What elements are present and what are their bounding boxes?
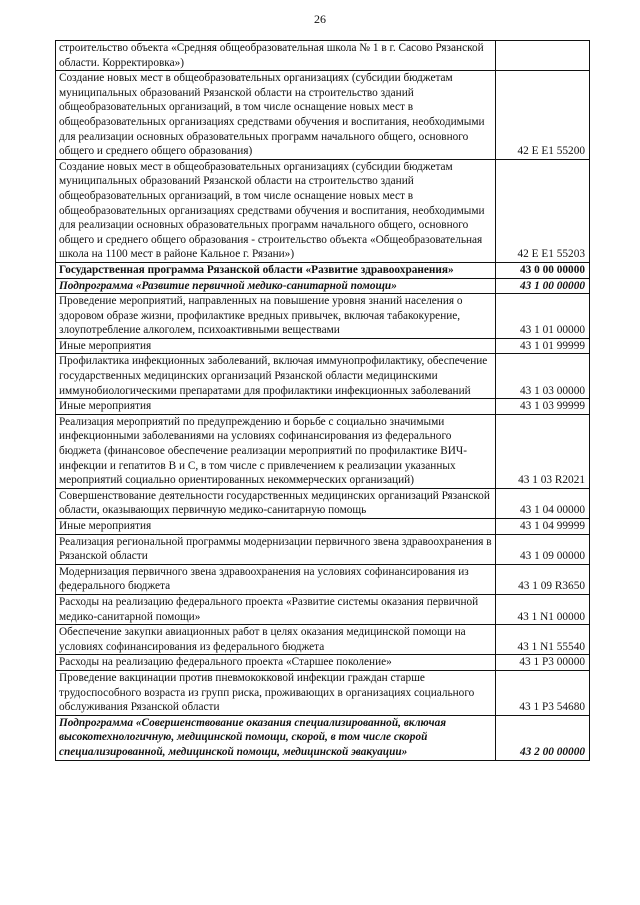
row-code-cell: 43 0 00 00000 <box>496 262 590 278</box>
row-name-cell: Государственная программа Рязанской области «Развитие здравоохранения» <box>56 262 496 278</box>
row-code-cell: 43 1 P3 54680 <box>496 670 590 715</box>
row-name-cell: Проведение мероприятий, направленных на повышение уровня знаний населения о здоровом образе жизни, профилактике вредных привычек, включая табакокурение, злоупотребление алкоголем, психоактивными веществами <box>56 294 496 339</box>
budget-classification-table <box>55 40 590 761</box>
row-code-cell: 43 1 P3 00000 <box>496 655 590 671</box>
table-row <box>56 399 590 415</box>
table-row <box>56 294 590 339</box>
row-name-cell: Совершенствование деятельности государственных медицинских организаций Рязанской области, оказывающих первичную медико-санитарную помощь <box>56 488 496 518</box>
row-name-cell: Создание новых мест в общеобразовательных организациях (субсидии бюджетам муниципальных образований Рязанской области на строительство зданий общеобразовательных организаций, в том числе оснащение новых мест в общеобразовательных организациях средствами обучения и воспитания, необходимыми для реализации основных образовательных программ начального общего, основного общего и среднего общего образования - строительство объекта «Общеобразовательная школа на 1100 мест в районе Кальное г. Рязани») <box>56 159 496 262</box>
table-row <box>56 414 590 488</box>
row-code-cell: 43 1 03 99999 <box>496 399 590 415</box>
table-row <box>56 534 590 564</box>
table-row <box>56 670 590 715</box>
row-code-cell: 43 1 04 99999 <box>496 519 590 535</box>
row-name-cell: Профилактика инфекционных заболеваний, включая иммунопрофилактику, обеспечение государственных медицинских организаций Рязанской области медицинскими иммунобиологическими препаратами для профилактики инфекционных заболеваний <box>56 354 496 399</box>
program-row <box>56 262 590 278</box>
row-name-cell: Иные мероприятия <box>56 399 496 415</box>
row-code-cell: 43 1 04 00000 <box>496 488 590 518</box>
row-name-cell: Реализация региональной программы модернизации первичного звена здравоохранения в Рязанской области <box>56 534 496 564</box>
row-name-cell: Обеспечение закупки авиационных работ в целях оказания медицинской помощи на условиях софинансирования из федерального бюджета <box>56 625 496 655</box>
row-code-cell: 43 2 00 00000 <box>496 715 590 760</box>
table-row <box>56 71 590 160</box>
subprogram-row <box>56 278 590 294</box>
row-name-cell: Проведение вакцинации против пневмококковой инфекции граждан старше трудоспособного возраста из групп риска, проживающих в организациях социального обслуживания Рязанской области <box>56 670 496 715</box>
row-name-cell: строительство объекта «Средняя общеобразовательная школа № 1 в г. Сасово Рязанской области. Корректировка») <box>56 41 496 71</box>
table-row <box>56 564 590 594</box>
table-body <box>56 41 590 761</box>
row-code-cell: 43 1 03 R2021 <box>496 414 590 488</box>
row-name-cell: Иные мероприятия <box>56 338 496 354</box>
table-row <box>56 338 590 354</box>
row-name-cell: Модернизация первичного звена здравоохранения на условиях софинансирования из федерального бюджета <box>56 564 496 594</box>
row-code-cell: 43 1 N1 00000 <box>496 594 590 624</box>
row-code-cell: 42 E E1 55200 <box>496 71 590 160</box>
row-name-cell: Подпрограмма «Развитие первичной медико-санитарной помощи» <box>56 278 496 294</box>
row-name-cell: Расходы на реализацию федерального проекта «Развитие системы оказания первичной медико-санитарной помощи» <box>56 594 496 624</box>
table-row <box>56 625 590 655</box>
row-code-cell <box>496 41 590 71</box>
page-number: 26 <box>314 12 326 26</box>
table-row <box>56 594 590 624</box>
table-row <box>56 655 590 671</box>
row-code-cell: 43 1 01 00000 <box>496 294 590 339</box>
table-row <box>56 41 590 71</box>
row-code-cell: 42 E E1 55203 <box>496 159 590 262</box>
table-row <box>56 159 590 262</box>
row-name-cell: Подпрограмма «Совершенствование оказания специализированной, включая высокотехнологичную, медицинской помощи, скорой, в том числе скорой специализированной, медицинской помощи, медицинской эвакуации» <box>56 715 496 760</box>
row-name-cell: Создание новых мест в общеобразовательных организациях (субсидии бюджетам муниципальных образований Рязанской области на строительство зданий общеобразовательных организаций, в том числе оснащение новых мест в общеобразовательных организациях средствами обучения и воспитания, необходимыми для реализации основных образовательных программ начального общего, основного общего и среднего общего образования) <box>56 71 496 160</box>
table-row <box>56 488 590 518</box>
row-code-cell: 43 1 09 00000 <box>496 534 590 564</box>
row-name-cell: Реализация мероприятий по предупреждению и борьбе с социально значимыми инфекционными заболеваниями на условиях софинансирования из федерального бюджета (финансовое обеспечение реализации мероприятий по профилактике ВИЧ-инфекции и гепатитов В и С, в том числе с привлечением к реализации указанных мероприятий социально ориентированных некоммерческих организаций) <box>56 414 496 488</box>
row-code-cell: 43 1 03 00000 <box>496 354 590 399</box>
row-name-cell: Расходы на реализацию федерального проекта «Старшее поколение» <box>56 655 496 671</box>
row-code-cell: 43 1 N1 55540 <box>496 625 590 655</box>
table-row <box>56 354 590 399</box>
row-name-cell: Иные мероприятия <box>56 519 496 535</box>
row-code-cell: 43 1 01 99999 <box>496 338 590 354</box>
row-code-cell: 43 1 00 00000 <box>496 278 590 294</box>
subprogram-row <box>56 715 590 760</box>
table-row <box>56 519 590 535</box>
row-code-cell: 43 1 09 R3650 <box>496 564 590 594</box>
